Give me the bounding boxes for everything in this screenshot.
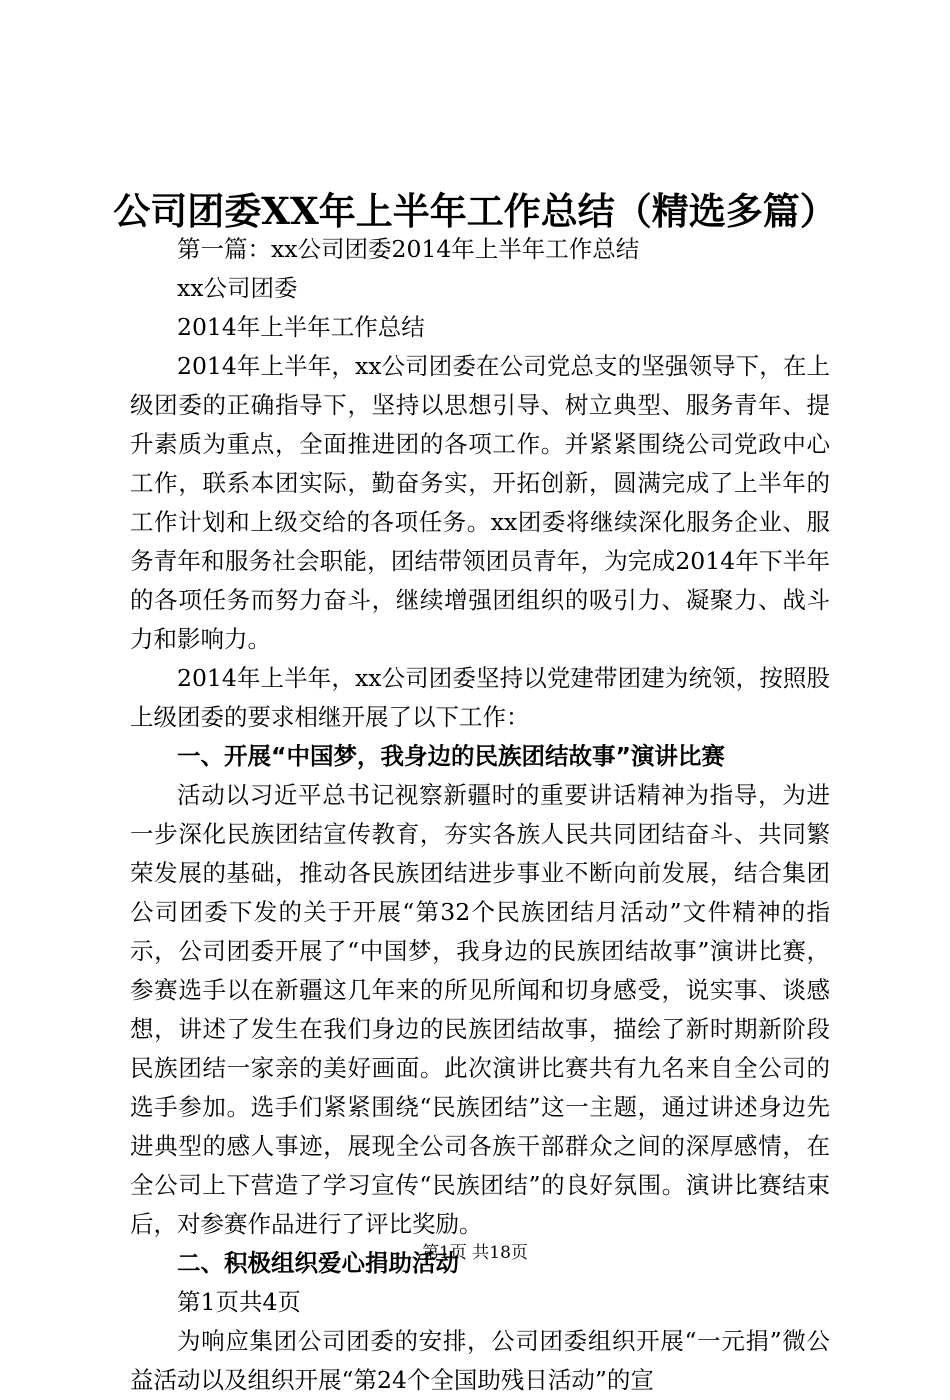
page-footer: 第1页 共18页	[422, 1243, 528, 1263]
paragraph: 第一篇：xx公司团委2014年上半年工作总结	[177, 235, 640, 263]
paragraph: xx公司团委	[177, 274, 298, 302]
paragraph: 活动以习近平总书记视察新疆时的重要讲话精神为指导，为进一步深化民族团结宣传教育，夯实各族人民共同团结奋斗、共同繁荣发展的基础，推动各民族团结进步事业不断向前发展，结合集团公司团委下发的关于开展“第32个民族团结月活动”文件精神的指示，公司团委开展了“中国梦，我身边的民族团结故事”演讲比赛，参赛选手以在新疆这几年来的所见所闻和切身感受，说实事、谈感想，讲述了发生在我们身边的民族团结故事，描绘了新时期新阶段民族团结一家亲的美好画面。此次演讲比赛共有九名来自全公司的选手参加。选手们紧紧围绕“民族团结”这一主题，通过讲述身边先进典型的感人事迹，展现全公司各族干部群众之间的深厚感情，在全公司上下营造了学习宣传“民族团结”的良好氛围。演讲比赛结束后，对参赛作品进行了评比奖励。	[130, 781, 830, 1238]
paragraph: 为响应集团公司团委的安排，公司团委组织开展“一元捐”微公益活动以及组织开展“第24个全国助残日活动”的宣	[130, 1327, 830, 1394]
section-heading: 二、积极组织爱心捐助活动	[177, 1249, 459, 1277]
paragraph: 2014年上半年，xx公司团委在公司党总支的坚强领导下，在上级团委的正确指导下，坚持以思想引导、树立典型、服务青年、提升素质为重点，全面推进团的各项工作。并紧紧围绕公司党政中心工作，联系本团实际，勤奋务实，开拓创新，圆满完成了上半年的工作计划和上级交给的各项任务。xx团委将继续深化服务企业、服务青年和服务社会职能，团结带领团员青年，为完成2014年下半年的各项任务而努力奋斗，继续增强团组织的吸引力、凝聚力、战斗力和影响力。	[130, 352, 830, 653]
document-body	[130, 230, 830, 1400]
inline-page-marker: 第1页共4页	[177, 1288, 301, 1316]
document-title: 公司团委XX年上半年工作总结（精选多篇）	[113, 189, 837, 233]
paragraph: 2014年上半年，xx公司团委坚持以党建带团建为统领，按照股上级团委的要求相继开展了以下工作：	[130, 664, 830, 731]
paragraph: 2014年上半年工作总结	[177, 313, 425, 341]
section-heading: 一、开展“中国梦，我身边的民族团结故事”演讲比赛	[177, 742, 725, 770]
